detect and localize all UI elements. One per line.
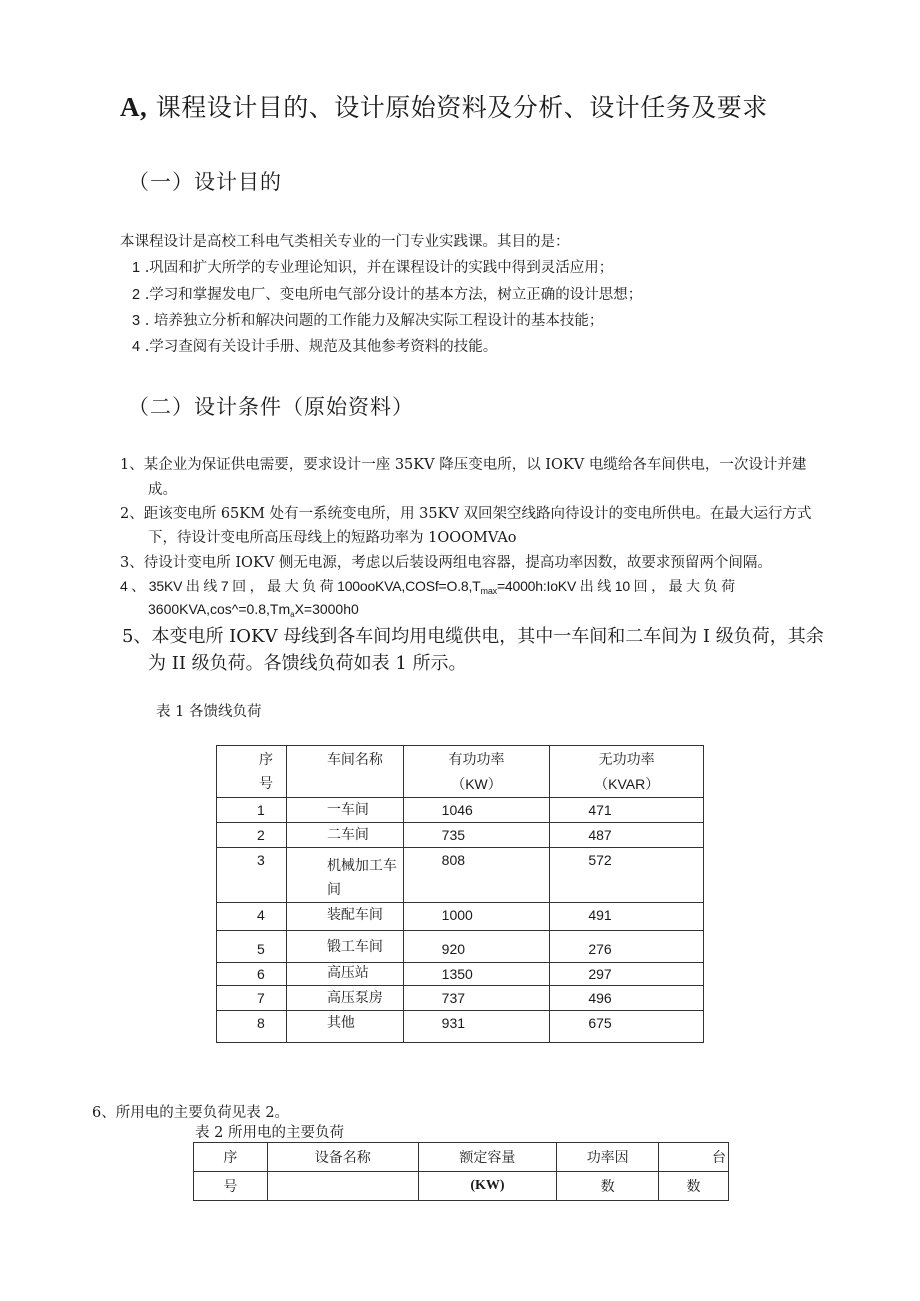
row-reactive-power: 297 <box>550 963 704 986</box>
row-index: 3 <box>217 848 287 903</box>
table-row <box>217 903 704 931</box>
row-index: 7 <box>217 986 287 1011</box>
row-active-power: 931 <box>403 1011 550 1043</box>
row-reactive-power: 276 <box>550 931 704 963</box>
header-count: 台 <box>659 1143 729 1172</box>
row-active-power: 1000 <box>403 903 550 931</box>
table1-caption: 表 1 各馈线负荷 <box>156 704 262 720</box>
table2-header-row <box>194 1143 729 1172</box>
purpose-item-1: 1 .巩固和扩大所学的专业理论知识，并在课程设计的实践中得到灵活应用； <box>132 260 614 276</box>
header-capacity: 额定容量 <box>418 1143 557 1172</box>
header-power-factor: 功率因 <box>557 1143 659 1172</box>
table2-header-row-2 <box>194 1172 729 1201</box>
header-reactive-power: 无功功率 （KVAR） <box>550 746 704 798</box>
header-device: 设备名称 <box>267 1143 418 1172</box>
row-index: 5 <box>217 931 287 963</box>
row-name: 其他 <box>286 1011 403 1043</box>
row-index: 8 <box>217 1011 287 1043</box>
row-reactive-power: 572 <box>550 848 704 903</box>
header-index-2: 号 <box>194 1172 268 1201</box>
header-count-2: 数 <box>659 1172 729 1201</box>
table-row <box>217 798 704 823</box>
purpose-item-4: 4 .学习查阅有关设计手册、规范及其他参考资料的技能。 <box>132 339 498 355</box>
header-index: 序 号 <box>217 746 287 798</box>
row-active-power: 737 <box>403 986 550 1011</box>
table-row <box>217 986 704 1011</box>
row-name: 高压泵房 <box>286 986 403 1011</box>
row-reactive-power: 487 <box>550 823 704 848</box>
table-row <box>217 931 704 963</box>
table-row <box>217 1011 704 1043</box>
station-load-table <box>193 1142 729 1201</box>
row-index: 6 <box>217 963 287 986</box>
section2-heading: （二）设计条件（原始资料） <box>128 395 414 419</box>
table-header-row <box>217 746 704 798</box>
table2-caption: 表 2 所用电的主要负荷 <box>195 1125 344 1141</box>
row-active-power: 1350 <box>403 963 550 986</box>
condition-4-cont: $3600KVA,\cos\^{}=0.8,Tm_aX=3000h0$ <box>148 601 359 619</box>
row-reactive-power: 496 <box>550 986 704 1011</box>
section1-intro: 本课程设计是高校工科电气类相关专业的一门专业实践课。其目的是： <box>120 234 570 250</box>
condition-2: 2、距该变电所 65KM 处有一系统变电所，用 35KV 双回架空线路向待设计的变电所供电。在最大运行方式 <box>120 506 812 522</box>
header-capacity-unit: (KW) <box>418 1172 557 1201</box>
row-index: 2 <box>217 823 287 848</box>
table-row <box>217 823 704 848</box>
row-name: 机械加工车间 <box>286 848 403 903</box>
row-name: 二车间 <box>286 823 403 848</box>
section1-heading: （一）设计目的 <box>128 170 282 194</box>
condition-2-cont: 下，待设计变电所高压母线上的短路功率为 1OOOMVAo <box>148 530 517 546</box>
row-name: 一车间 <box>286 798 403 823</box>
document-title: A, 课程设计目的、设计原始资料及分析、设计任务及要求 <box>120 92 768 122</box>
header-power-factor-2: 数 <box>557 1172 659 1201</box>
row-active-power: 808 <box>403 848 550 903</box>
condition-5-cont: 为 II 级负荷。各馈线负荷如表 1 所示。 <box>148 653 467 674</box>
row-index: 4 <box>217 903 287 931</box>
header-device-2 <box>267 1172 418 1201</box>
row-name: 锻工车间 <box>286 931 403 963</box>
item-6: 6、所用电的主要负荷见表 2。 <box>92 1105 290 1121</box>
table-row <box>217 963 704 986</box>
feeder-load-table <box>216 745 704 1043</box>
row-index: 1 <box>217 798 287 823</box>
row-name: 高压站 <box>286 963 403 986</box>
row-active-power: 1046 <box>403 798 550 823</box>
condition-4: 4 、 35KV 出 线 7 回 ， 最 大 负 荷 $100ooKVA,COSf=O.8,T_{max}=4000h:IoKV$ 出 线 10 回 ， 最 大 负 荷 <box>120 578 735 596</box>
condition-1: 1、某企业为保证供电需要，要求设计一座 35KV 降压变电所，以 IOKV 电缆给各车间供电，一次设计并建 <box>120 457 807 473</box>
condition-5: 5、本变电所 IOKV 母线到各车间均用电缆供电，其中一车间和二车间为 I 级负荷，其余 <box>122 626 824 647</box>
row-reactive-power: 471 <box>550 798 704 823</box>
row-reactive-power: 491 <box>550 903 704 931</box>
row-active-power: 920 <box>403 931 550 963</box>
header-active-power: 有功功率 （KW） <box>403 746 550 798</box>
row-active-power: 735 <box>403 823 550 848</box>
table-row <box>217 848 704 903</box>
row-name: 装配车间 <box>286 903 403 931</box>
condition-1-cont: 成。 <box>148 482 177 498</box>
purpose-item-3: 3 . 培养独立分析和解决问题的工作能力及解决实际工程设计的基本技能； <box>132 313 604 329</box>
condition-3: 3、待设计变电所 IOKV 侧无电源，考虑以后装设两组电容器，提高功率因数，故要求预留两个间隔。 <box>120 555 772 571</box>
purpose-item-2: 2 .学习和掌握发电厂、变电所电气部分设计的基本方法，树立正确的设计思想； <box>132 287 643 303</box>
header-name: 车间名称 <box>286 746 403 798</box>
row-reactive-power: 675 <box>550 1011 704 1043</box>
header-index: 序 <box>194 1143 268 1172</box>
